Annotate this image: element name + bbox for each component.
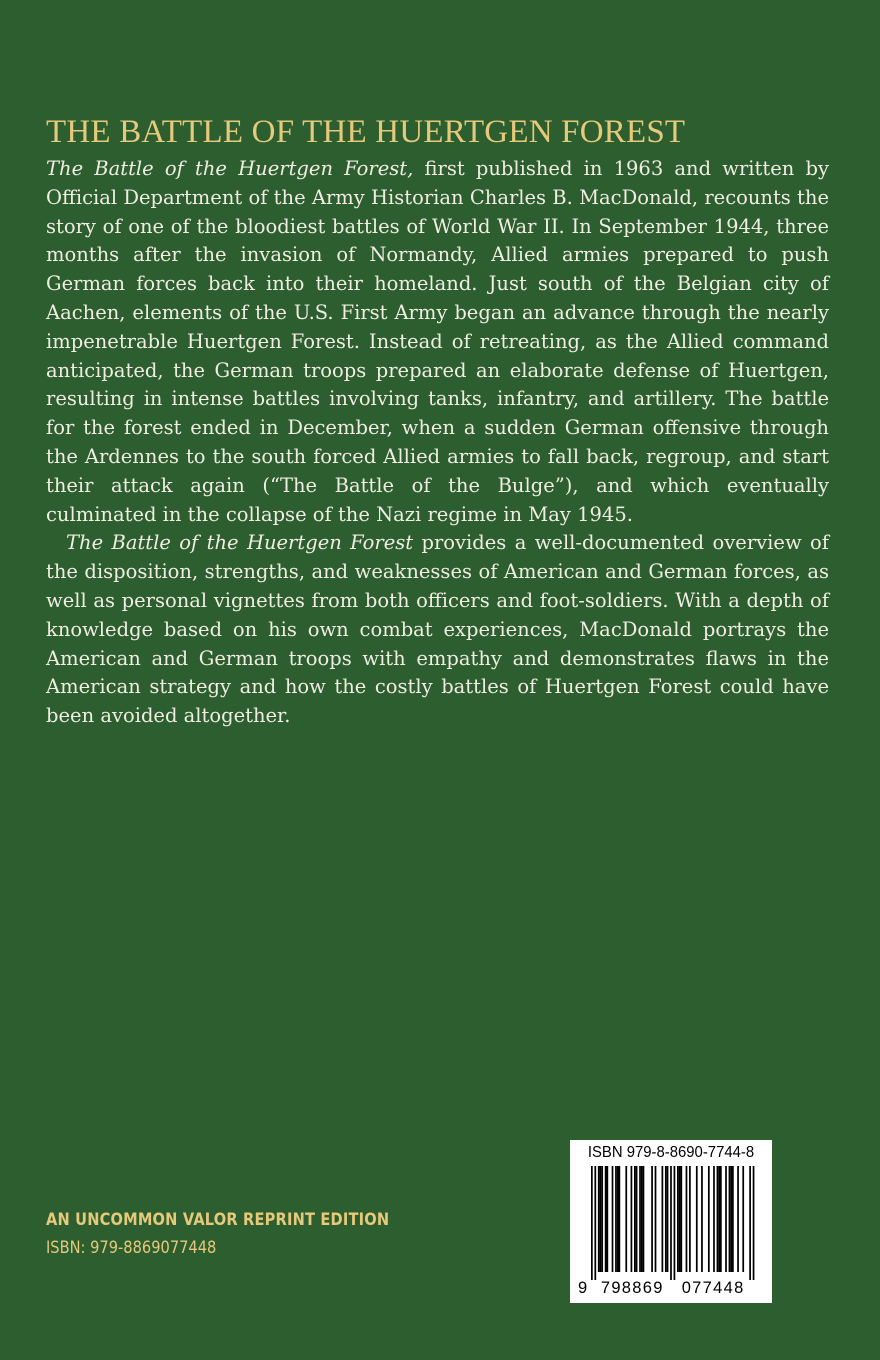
barcode-bar	[600, 1166, 602, 1272]
barcode-bar	[619, 1166, 621, 1272]
barcode-bar	[720, 1166, 722, 1272]
barcode-bar	[643, 1166, 645, 1272]
barcode-bar	[639, 1166, 641, 1272]
barcode-bar	[606, 1166, 608, 1272]
barcode-bar	[591, 1166, 593, 1280]
barcode-bar	[641, 1166, 643, 1272]
barcode-bar	[594, 1166, 596, 1280]
barcode-bar	[615, 1166, 617, 1272]
barcode-bar	[742, 1166, 744, 1272]
barcode-bar	[677, 1166, 679, 1272]
description-paragraph-1	[46, 155, 829, 529]
barcode-bar	[598, 1166, 600, 1272]
paragraph-text: provides a well-documented overview of the disposition, strengths, and weaknesses of American and German forces, as well as personal vignettes from both officers and foot-soldiers. With a depth of knowledge based on his own combat experiences, MacDonald portrays the American and German troops with empathy and demonstrates flaws in the American strategy and how the costly battles of Huertgen Forest could have been avoided altogether.	[46, 531, 829, 728]
barcode-bar	[617, 1166, 619, 1272]
barcode-bar	[655, 1166, 657, 1272]
barcode-bar	[679, 1166, 681, 1272]
barcode-bar	[737, 1166, 739, 1272]
barcode-bar	[725, 1166, 727, 1272]
barcode-bar	[749, 1166, 751, 1280]
barcode-bar	[708, 1166, 710, 1272]
barcode-digits: 798869	[600, 1279, 664, 1297]
edition-label: AN UNCOMMON VALOR REPRINT EDITION	[46, 1210, 390, 1230]
barcode-bar	[701, 1166, 703, 1272]
barcode-digits: 077448	[681, 1279, 745, 1297]
barcode-bar	[753, 1166, 755, 1280]
barcode-bar	[631, 1166, 633, 1272]
barcode-bar	[732, 1166, 734, 1272]
book-title-heading: THE BATTLE OF THE HUERTGEN FOREST	[46, 114, 686, 150]
barcode-bar	[605, 1166, 607, 1272]
barcode-panel	[570, 1140, 772, 1303]
barcode-bar	[729, 1166, 731, 1272]
barcode-bar	[686, 1166, 688, 1272]
barcode-isbn-label: ISBN 979-8-8690-7744-8	[587, 1144, 755, 1161]
book-title-italic: The Battle of the Huertgen Forest,	[46, 157, 414, 180]
barcode-graphic	[576, 1166, 766, 1299]
paragraph-text: first published in 1963 and written by Official Department of the Army Historian Charles B. MacDonald, recounts the story of one of the bloodiest battles of World War II. In September 1944, three months after the invasion of Normandy, Allied armies prepared to push German forces back into their homeland. Just south of the Belgian city of Aachen, elements of the U.S. First Army began an advance through the nearly impenetrable Huertgen Forest. Instead of retreating, as the Allied command anticipated, the German troops prepared an elaborate defense of Huertgen, resulting in intense battles involving tanks, infantry, and artillery. The battle for the forest ended in December, when a sudden German offensive through the Ardennes to the south forced Allied armies to fall back, regroup, and start their attack again (“The Battle of the Bulge”), and which eventually culminated in the collapse of the Nazi regime in May 1945.	[46, 157, 829, 526]
barcode-bar	[718, 1166, 720, 1272]
barcode-bar	[674, 1166, 676, 1280]
barcode-bar	[689, 1166, 691, 1272]
barcode-bar	[730, 1166, 732, 1272]
barcode-bar	[713, 1166, 715, 1272]
edition-isbn: ISBN: 979-8869077448	[46, 1238, 217, 1258]
edition-info	[46, 1210, 445, 1258]
barcode-bar	[667, 1166, 669, 1272]
barcode-bar	[634, 1166, 636, 1272]
barcode-bar	[670, 1166, 672, 1280]
barcode-bar	[665, 1166, 667, 1272]
barcode-bar	[612, 1166, 614, 1272]
book-title-italic: The Battle of the Huertgen Forest	[66, 531, 414, 555]
barcode-digits: 9	[578, 1279, 589, 1297]
description-paragraph-2	[46, 529, 829, 731]
barcode-bar	[601, 1166, 603, 1272]
barcode-bar	[717, 1166, 719, 1272]
barcode-bar	[680, 1166, 682, 1272]
barcode-bar	[636, 1166, 638, 1272]
barcode-bar	[696, 1166, 698, 1272]
barcode-bar	[662, 1166, 664, 1272]
barcode-bar	[625, 1166, 627, 1272]
barcode-bar	[651, 1166, 653, 1272]
book-description	[46, 155, 829, 731]
